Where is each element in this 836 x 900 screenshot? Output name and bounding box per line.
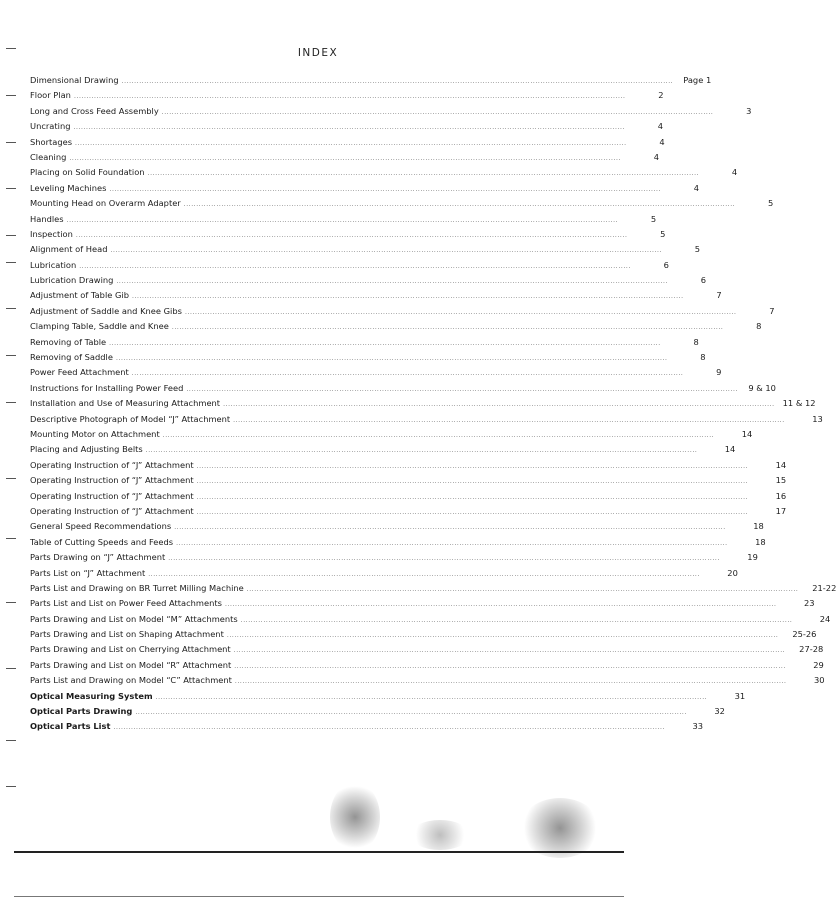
leader-dots: ............................................................................................................................................................................................................................ [196, 478, 749, 486]
entry-title: Mounting Motor on Attachment [30, 428, 160, 439]
margin-tick [6, 602, 16, 603]
entry-page-number: 29 [813, 659, 824, 670]
leader-dots: ............................................................................................................................................................................................................................ [184, 308, 737, 316]
entry-title: Parts Drawing and List on Model “M” Attachments [30, 613, 238, 624]
leader-dots: ............................................................................................................................................................................................................................ [121, 78, 674, 85]
entry-title: Parts List and Drawing on BR Turret Milling Machine [30, 582, 244, 593]
entry-title: Mounting Head on Overarm Adapter [30, 198, 181, 209]
leader-dots: ............................................................................................................................................................................................................................ [148, 570, 700, 578]
entry-page-number: 14 [724, 444, 736, 455]
leader-dots: ............................................................................................................................................................................................................................ [161, 108, 714, 116]
margin-tick [6, 538, 16, 539]
entry-page-number: Page 1 [683, 75, 712, 85]
margin-ticks [0, 0, 20, 900]
leader-dots: ............................................................................................................................................................................................................................ [75, 139, 627, 147]
entry-title: Long and Cross Feed Assembly [30, 105, 159, 116]
leader-dots: ............................................................................................................................................................................................................................ [147, 170, 700, 178]
index-entry [30, 519, 764, 534]
index-entry [30, 658, 824, 673]
entry-title: Floor Plan [30, 90, 71, 101]
margin-tick [6, 668, 16, 669]
index-entry [30, 596, 815, 611]
margin-tick [6, 95, 16, 96]
entry-page-number: 14 [775, 459, 787, 470]
entry-page-number: 5 [650, 213, 657, 224]
leader-dots: ............................................................................................................................................................................................................................ [109, 339, 661, 347]
entry-title: Adjustment of Saddle and Knee Gibs [30, 305, 182, 316]
entry-title: Table of Cutting Speeds and Feeds [30, 536, 174, 547]
index-entry [30, 704, 725, 719]
entry-page-number: 11 & 12 [782, 398, 816, 409]
entry-title: Parts Drawing and List on Model “R” Attachment [30, 659, 232, 670]
entry-page-number: 5 [660, 228, 666, 239]
leader-dots: ............................................................................................................................................................................................................................ [69, 154, 621, 162]
entry-title: Operating Instruction of “J” Attachment [30, 475, 194, 486]
leader-dots: ............................................................................................................................................................................................................................ [240, 616, 793, 624]
entry-page-number: 16 [775, 490, 787, 501]
entry-page-number: 14 [741, 428, 753, 439]
index-entry [30, 642, 824, 657]
leader-dots: ............................................................................................................................................................................................................................ [233, 647, 786, 655]
leader-dots: ............................................................................................................................................................................................................................ [110, 247, 663, 255]
leader-dots: ............................................................................................................................................................................................................................ [162, 431, 715, 439]
entry-page-number: 5 [694, 244, 701, 255]
entry-page-number: 7 [769, 305, 775, 316]
entry-title: Removing of Saddle [30, 352, 113, 363]
leader-dots: ............................................................................................................................................................................................................................ [75, 231, 628, 239]
entry-page-number: 31 [734, 690, 746, 701]
leader-dots: ............................................................................................................................................................................................................................ [196, 493, 749, 501]
index-entry [30, 73, 712, 88]
entry-page-number: 33 [692, 721, 704, 732]
entry-title: Parts List and Drawing on Model “C” Attachment [30, 675, 232, 686]
index-entry [30, 719, 704, 734]
entry-title: General Speed Recommendations [30, 521, 172, 532]
leader-dots: ............................................................................................................................................................................................................................ [246, 585, 799, 593]
entry-page-number: 21-22 [812, 582, 836, 593]
entry-title: Operating Instruction of “J” Attachment [30, 490, 194, 501]
entry-title: Descriptive Photograph of Model “J” Attachment [30, 413, 231, 424]
index-entry [30, 535, 766, 550]
entry-page-number: 13 [812, 413, 823, 424]
entry-title: Installation and Use of Measuring Attachment [30, 398, 221, 409]
leader-dots: ............................................................................................................................................................................................................................ [168, 555, 720, 563]
bottom-rule [14, 896, 624, 897]
entry-page-number: 4 [693, 182, 700, 193]
entry-page-number: 25-26 [792, 629, 817, 640]
entry-title: Shortages [30, 136, 73, 147]
entry-title: Instructions for Installing Power Feed [30, 382, 184, 393]
index-entry [30, 504, 787, 519]
index-entry [30, 212, 657, 227]
index-entry [30, 673, 825, 688]
entry-title: Operating Instruction of “J” Attachment [30, 459, 194, 470]
entry-title: Power Feed Attachment [30, 367, 129, 378]
entry-title: Removing of Table [30, 336, 107, 347]
entry-title: Parts Drawing and List on Cherrying Attachment [30, 644, 231, 655]
index-entry [30, 319, 762, 334]
index-entry [30, 473, 787, 488]
entry-page-number: 19 [747, 552, 758, 563]
entry-page-number: 6 [700, 275, 706, 286]
leader-dots: ............................................................................................................................................................................................................................ [223, 401, 775, 409]
entry-page-number: 8 [700, 352, 706, 363]
entry-page-number: 6 [663, 259, 669, 270]
index-entry [30, 119, 664, 134]
index-entry [30, 165, 738, 180]
index-entry [30, 412, 823, 427]
entry-title: Uncrating [30, 121, 71, 132]
entry-page-number: 9 & 10 [748, 382, 776, 393]
leader-dots: ............................................................................................................................................................................................................................ [66, 216, 619, 224]
margin-tick [6, 478, 16, 479]
scan-smudge [520, 798, 600, 858]
entry-title: Lubrication Drawing [30, 275, 114, 286]
index-entry [30, 458, 787, 473]
leader-dots: ............................................................................................................................................................................................................................ [73, 124, 626, 132]
entry-page-number: 4 [653, 151, 659, 162]
index-entry [30, 612, 831, 627]
bottom-rule [14, 851, 624, 853]
leader-dots: ............................................................................................................................................................................................................................ [79, 262, 631, 270]
scan-smudge [330, 782, 380, 852]
entry-page-number: 7 [716, 290, 722, 301]
index-entry [30, 442, 736, 457]
index-entry [30, 227, 666, 242]
margin-tick [6, 355, 16, 356]
index-entry [30, 550, 758, 565]
margin-tick [6, 142, 16, 143]
entry-page-number: 3 [746, 105, 752, 116]
leader-dots: ............................................................................................................................................................................................................................ [174, 524, 726, 532]
index-entry [30, 581, 836, 596]
index-entry [30, 381, 776, 396]
scan-smudge [410, 820, 470, 850]
margin-tick [6, 740, 16, 741]
index-entry [30, 396, 816, 411]
index-entry [30, 242, 701, 257]
index-entry [30, 365, 722, 380]
entry-title: Parts List on “J” Attachment [30, 567, 146, 578]
index-entry [30, 350, 706, 365]
entry-page-number: 18 [755, 536, 766, 547]
entry-page-number: 4 [657, 121, 664, 132]
leader-dots: ............................................................................................................................................................................................................................ [113, 724, 666, 732]
index-entry [30, 196, 774, 211]
entry-title: Lubrication [30, 259, 77, 270]
index-entry [30, 104, 752, 119]
leader-dots: ............................................................................................................................................................................................................................ [224, 601, 777, 609]
margin-tick [6, 188, 16, 189]
entry-title: Handles [30, 213, 64, 224]
entry-title: Adjustment of Table Gib [30, 290, 129, 301]
margin-tick [6, 262, 16, 263]
margin-tick [6, 235, 16, 236]
leader-dots: ............................................................................................................................................................................................................................ [109, 185, 662, 193]
entry-page-number: 17 [775, 505, 787, 516]
index-entry [30, 135, 665, 150]
leader-dots: ............................................................................................................................................................................................................................ [145, 447, 698, 455]
index-entry [30, 566, 738, 581]
leader-dots: ............................................................................................................................................................................................................................ [135, 709, 687, 717]
leader-dots: ............................................................................................................................................................................................................................ [176, 539, 728, 547]
leader-dots: ............................................................................................................................................................................................................................ [196, 462, 749, 470]
entry-title: Optical Parts Drawing [30, 706, 133, 717]
entry-title: Alignment of Head [30, 244, 108, 255]
leader-dots: ............................................................................................................................................................................................................................ [115, 355, 668, 363]
leader-dots: ............................................................................................................................................................................................................................ [155, 693, 708, 701]
index-entry [30, 489, 787, 504]
entry-title: Optical Parts List [30, 721, 111, 732]
leader-dots: ............................................................................................................................................................................................................................ [132, 293, 684, 301]
entry-page-number: 15 [775, 475, 787, 486]
index-entry [30, 273, 706, 288]
index-entry [30, 288, 722, 303]
entry-title: Optical Measuring System [30, 690, 153, 701]
entry-title: Inspection [30, 228, 73, 239]
index-entry [30, 689, 746, 704]
index-list [30, 73, 836, 735]
index-entry [30, 335, 699, 350]
leader-dots: ............................................................................................................................................................................................................................ [73, 93, 626, 101]
entry-title: Placing on Solid Foundation [30, 167, 145, 178]
leader-dots: ............................................................................................................................................................................................................................ [196, 508, 749, 516]
index-entry [30, 150, 659, 165]
entry-page-number: 8 [756, 321, 762, 332]
leader-dots: ............................................................................................................................................................................................................................ [234, 678, 787, 686]
entry-page-number: 18 [753, 521, 764, 532]
entry-page-number: 20 [727, 567, 738, 578]
entry-page-number: 8 [693, 336, 699, 347]
margin-tick [6, 308, 16, 309]
entry-page-number: 5 [768, 198, 774, 209]
margin-tick [6, 402, 16, 403]
page-title: INDEX [297, 47, 339, 59]
entry-page-number: 2 [658, 90, 664, 101]
entry-page-number: 24 [819, 613, 831, 624]
entry-page-number: 23 [804, 598, 815, 609]
index-entry [30, 88, 664, 103]
entry-title: Operating Instruction of “J” Attachment [30, 505, 194, 516]
entry-title: Dimensional Drawing [30, 75, 119, 85]
leader-dots: ............................................................................................................................................................................................................................ [234, 662, 786, 670]
leader-dots: ............................................................................................................................................................................................................................ [131, 370, 684, 378]
entry-title: Clamping Table, Saddle and Knee [30, 321, 169, 332]
leader-dots: ............................................................................................................................................................................................................................ [116, 278, 668, 286]
index-entry [30, 627, 817, 642]
entry-page-number: 9 [716, 367, 722, 378]
entry-title: Parts Drawing on “J” Attachment [30, 552, 166, 563]
entry-title: Parts List and List on Power Feed Attachments [30, 598, 222, 609]
entry-title: Placing and Adjusting Belts [30, 444, 143, 455]
leader-dots: ............................................................................................................................................................................................................................ [233, 416, 785, 424]
entry-title: Leveling Machines [30, 182, 107, 193]
leader-dots: ............................................................................................................................................................................................................................ [171, 324, 724, 332]
leader-dots: ............................................................................................................................................................................................................................ [186, 385, 738, 393]
entry-title: Cleaning [30, 151, 67, 162]
leader-dots: ............................................................................................................................................................................................................................ [226, 632, 779, 640]
entry-page-number: 27-28 [799, 644, 824, 655]
index-entry [30, 304, 775, 319]
margin-tick [6, 786, 16, 787]
entry-title: Parts Drawing and List on Shaping Attachment [30, 629, 224, 640]
entry-page-number: 32 [714, 706, 725, 717]
entry-page-number: 4 [659, 136, 665, 147]
index-entry [30, 427, 753, 442]
entry-page-number: 30 [813, 675, 825, 686]
leader-dots: ............................................................................................................................................................................................................................ [183, 201, 736, 209]
index-entry [30, 181, 700, 196]
entry-page-number: 4 [731, 167, 738, 178]
index-entry [30, 258, 669, 273]
